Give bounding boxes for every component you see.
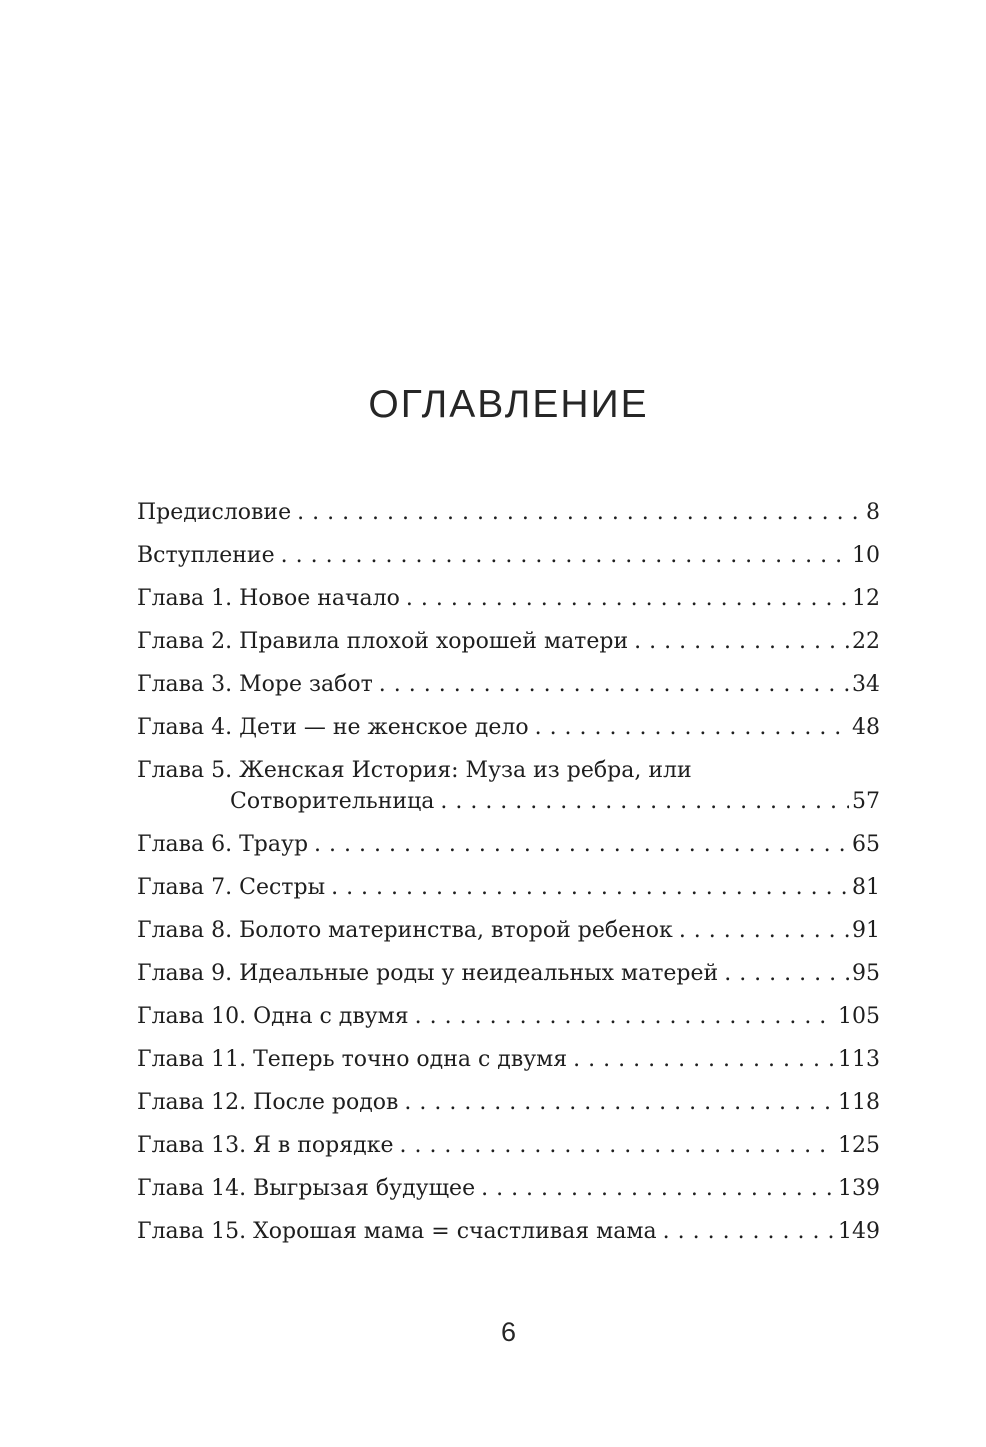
dot-leader [535,714,849,742]
folio-page-number: 6 [500,1317,517,1347]
toc-entry-label: Глава 7. Сестры [137,875,326,900]
dot-leader [573,1046,835,1074]
toc-entry [137,917,880,945]
toc-list [137,499,880,1261]
toc-entry-page: 57 [852,789,880,814]
toc-entry [137,1003,880,1031]
toc-entry-label: Глава 5. Женская История: Муза из ребра, или [137,758,692,783]
toc-entry [137,671,880,699]
dot-leader [404,1089,835,1117]
toc-entry-label: Глава 14. Выгрызая будущее [137,1176,476,1201]
dot-leader [379,671,849,699]
toc-entry [137,499,880,527]
dot-leader [399,1132,835,1160]
toc-entry-label: Глава 4. Дети — не женское дело [137,715,529,740]
toc-entry-page: 81 [852,875,880,900]
toc-entry-label: Глава 13. Я в порядке [137,1133,394,1158]
toc-entry-page: 34 [852,672,880,697]
toc-entry-page: 113 [838,1047,880,1072]
toc-entry [137,628,880,656]
toc-entry-page: 48 [852,715,880,740]
dot-leader [679,917,849,945]
dot-leader [406,585,849,613]
page-title: ОГЛАВЛЕНИЕ [368,383,649,426]
toc-entry-page: 125 [838,1133,880,1158]
dot-leader [281,542,849,570]
toc-entry-label: Глава 8. Болото материнства, второй ребенок [137,918,673,943]
dot-leader [314,831,849,859]
dot-leader [663,1218,835,1246]
toc-entry-label: Глава 11. Теперь точно одна с двумя [137,1047,568,1072]
toc-entry-page: 10 [852,543,880,568]
toc-entry-page: 139 [838,1176,880,1201]
dot-leader [440,788,849,816]
toc-entry-page: 91 [852,918,880,943]
toc-entry-label: Глава 15. Хорошая мама = счастливая мама [137,1219,657,1244]
toc-entry-label: Вступление [137,543,275,568]
toc-entry-page: 95 [852,961,880,986]
toc-entry-label: Глава 9. Идеальные роды у неидеальных матерей [137,961,719,986]
toc-entry [137,831,880,859]
toc-entry-label: Предисловие [137,500,292,525]
toc-entry-page: 12 [852,586,880,611]
dot-leader [724,960,849,988]
toc-entry-label-continuation: Сотворительница [230,789,435,814]
toc-entry-label: Глава 2. Правила плохой хорошей матери [137,629,629,654]
dot-leader [415,1003,835,1031]
toc-entry [137,874,880,902]
toc-entry-label: Глава 10. Одна с двумя [137,1004,409,1029]
dot-leader [634,628,849,656]
dot-leader [481,1175,835,1203]
toc-entry-page: 118 [838,1090,880,1115]
toc-entry [137,1089,880,1117]
toc-entry [137,757,880,816]
toc-entry-page: 105 [838,1004,880,1029]
toc-entry [137,542,880,570]
dot-leader [297,499,863,527]
toc-entry [137,585,880,613]
toc-entry [137,1175,880,1203]
toc-entry [137,1132,880,1160]
toc-entry [137,714,880,742]
toc-entry-label: Глава 12. После родов [137,1090,399,1115]
toc-entry-label: Глава 3. Море забот [137,672,373,697]
toc-entry [137,1046,880,1074]
toc-entry [137,960,880,988]
dot-leader [331,874,849,902]
toc-entry-page: 8 [866,500,880,525]
toc-entry-page: 149 [838,1219,880,1244]
toc-entry-label: Глава 1. Новое начало [137,586,400,611]
toc-entry-label: Глава 6. Траур [137,832,309,857]
toc-entry [137,1218,880,1246]
toc-entry-page: 65 [852,832,880,857]
toc-entry-page: 22 [852,629,880,654]
